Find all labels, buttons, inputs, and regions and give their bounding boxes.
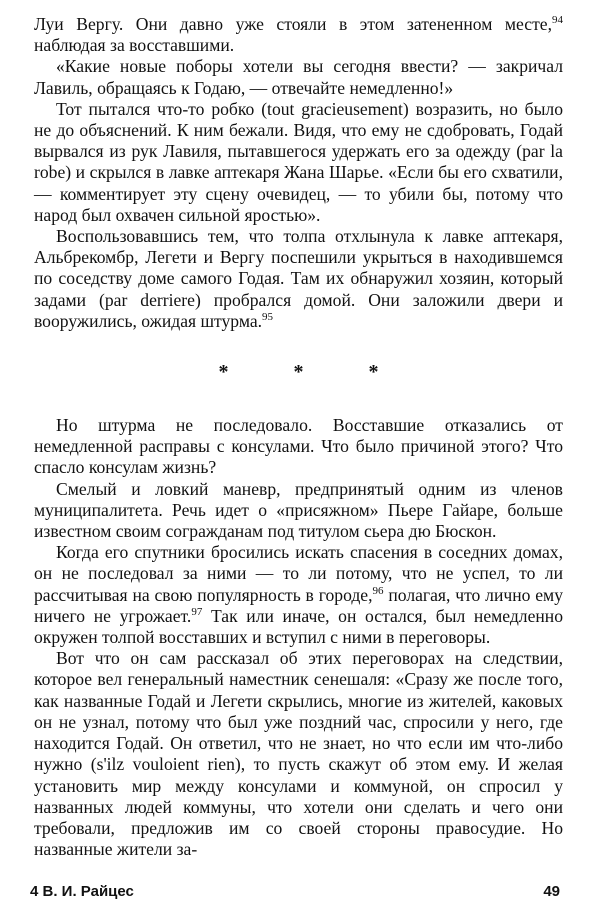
- printer-signature: 4 В. И. Райцес: [30, 883, 134, 900]
- paragraph-text-cont2: Так или иначе, он остался, был немедленно окружен толпой восставших и вступил с ними в переговоры.: [34, 605, 564, 648]
- paragraph-2: «Какие новые поборы хотели вы сегодня ввести? — закричал Лавиль, обращаясь к Годаю, — отвечайте немедленно!»: [34, 56, 563, 98]
- paragraph-text: Когда его спутники бросились искать спасения в соседних домах, он не последовал за ними — то ли потому, что не успел, то ли рассчитывая на свою популярность в городе,: [34, 542, 563, 605]
- paragraph-5: Но штурма не последовало. Восставшие отказались от немедленной расправы с консулами. Что было причиной этого? Что спасло консулам жизнь?: [34, 415, 563, 478]
- paragraph-8: Вот что он сам рассказал об этих переговорах на следствии, которое вел генеральный наместник сенешаля: «Сразу же после того, как названные Годай и Легети скрылись, многие из жителей, каковых он не узнал, потому что был уже поздний час, спросили у него, где находится Годай. Он ответил, что не знает, но что если им что-либо нужно (s'ilz vouloient rien), то пусть скажут об этом ему. И желая установить мир между консулами и коммуной, он спросил у названных людей коммуны, что хотели они сделать и чего они требовали, предложив им со своей стороны правосудие. Но названные жители за-: [34, 648, 563, 860]
- footnote-ref-94: 94: [552, 14, 563, 27]
- paragraph-3: Тот пытался что-то робко (tout gracieusement) возразить, но было не до объяснений. К ним бежали. Видя, что ему не сдобровать, Годай вырвался из рук Лавиля, пытавшегося удержать его за одежду (par la robe) и скрылся в лавке аптекаря Жана Шарье. «Если бы его схватили, — комментирует эту сцену очевидец, — то убили бы, потому что народ был охвачен сильной яростью».: [34, 98, 563, 225]
- paragraph-6: Смелый и ловкий маневр, предпринятый одним из членов муниципалитета. Речь идет о «присяжном» Пьере Гайаре, больше известном своим согражданам под титулом сьера дю Бюскон.: [34, 478, 563, 542]
- paragraph-4: [34, 226, 563, 332]
- paragraph-1: [34, 14, 563, 56]
- page-footer: [30, 883, 560, 907]
- paragraph-text-cont: полагая, что лично ему ничего не угрожает.: [34, 584, 563, 626]
- paragraph-7: [34, 542, 563, 648]
- footnote-ref-97: 97: [191, 606, 203, 619]
- paragraph-text: Луи Вергу. Они давно уже стояли в этом затененном месте,: [34, 14, 552, 34]
- body-text: [34, 14, 563, 860]
- section-separator: * * *: [218, 361, 409, 384]
- page-number: 49: [543, 883, 560, 900]
- paragraph-text: Воспользовавшись тем, что толпа отхлынула к лавке аптекаря, Альбрекомбр, Легети и Вергу поспешили укрыться в находившемся по соседству доме самого Годая. Там их обнаружил хозяин, который задами (par derriere) пробрался домой. Они заложили двери и вооружились, ожидая штурма.: [34, 226, 563, 331]
- paragraph-text-cont: наблюдая за восставшими.: [34, 35, 235, 56]
- footnote-ref-96: 96: [372, 584, 384, 597]
- footnote-ref-95: 95: [262, 310, 274, 323]
